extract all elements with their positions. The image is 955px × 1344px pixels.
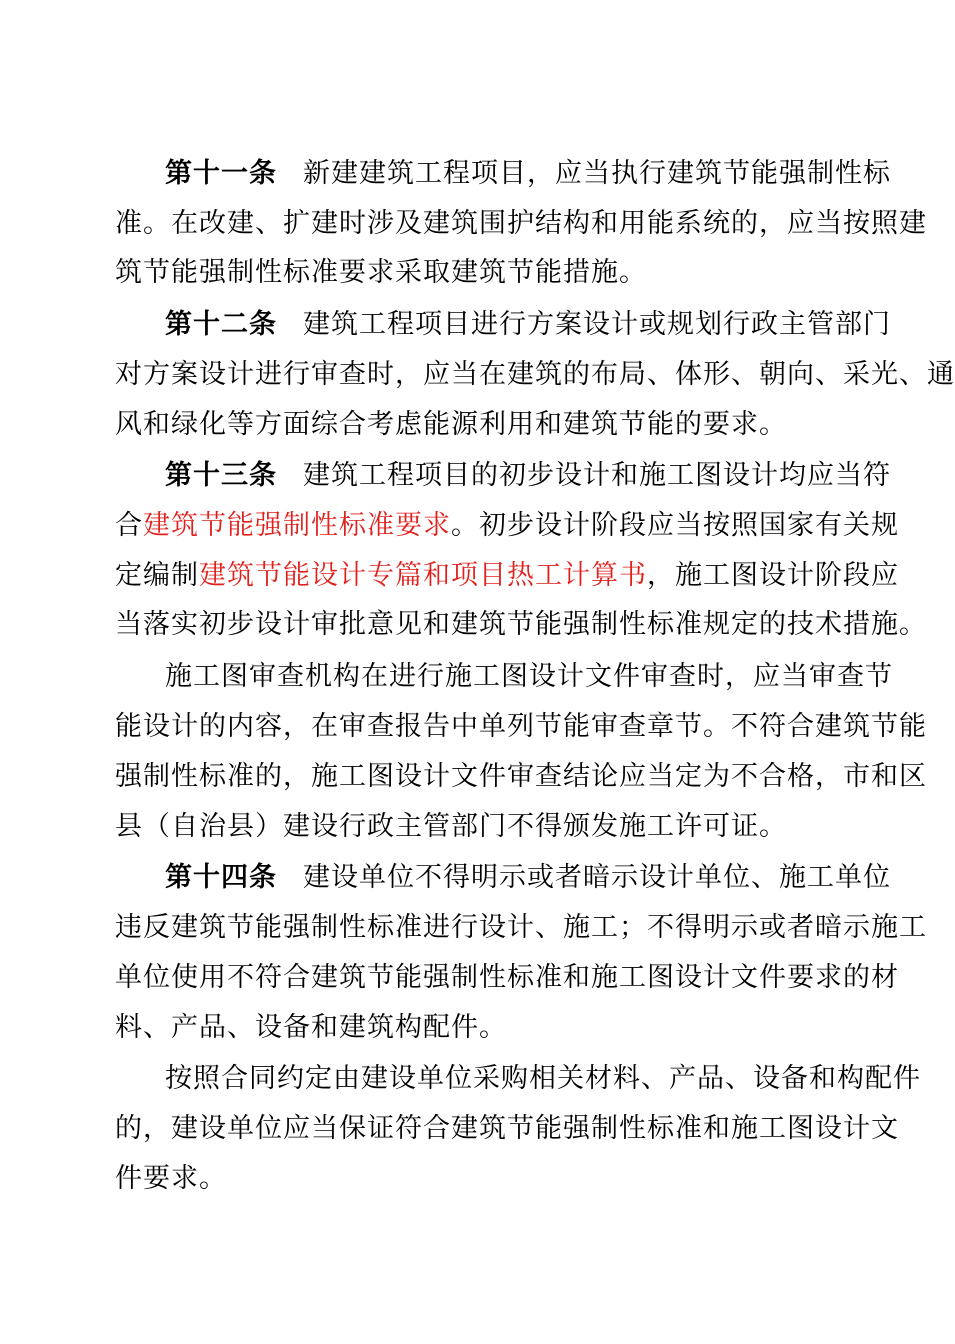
review-line-3: 强制性标准的，施工图设计文件审查结论应当定为不合格，市和区	[115, 761, 927, 792]
article-14-text-1: 建设单位不得明示或者暗示设计单位、施工单位	[303, 862, 891, 893]
article-14-line-3: 单位使用不符合建筑节能强制性标准和施工图设计文件要求的材	[115, 962, 899, 993]
review-line-4: 县（自治县）建设行政主管部门不得颁发施工许可证。	[115, 811, 787, 842]
article-12-number: 第十二条	[165, 309, 277, 340]
article-11-line-2: 准。在改建、扩建时涉及建筑围护结构和用能系统的，应当按照建	[115, 208, 927, 239]
article-13-line-4: 当落实初步设计审批意见和建筑节能强制性标准规定的技术措施。	[115, 609, 927, 640]
article-11-number: 第十一条	[165, 158, 277, 189]
article-12-line-3: 风和绿化等方面综合考虑能源利用和建筑节能的要求。	[115, 409, 787, 440]
article-13-line-2	[115, 504, 899, 548]
article-11-text-1: 新建建筑工程项目，应当执行建筑节能强制性标	[303, 158, 891, 189]
highlighted-standard-requirement: 建筑节能强制性标准要求	[143, 510, 451, 541]
article-13-text-2a: 合	[115, 510, 143, 541]
contract-line-2: 的，建设单位应当保证符合建筑节能强制性标准和施工图设计文	[115, 1113, 899, 1144]
contract-line-1: 按照合同约定由建设单位采购相关材料、产品、设备和构配件	[165, 1063, 921, 1094]
article-14-line-1	[165, 856, 891, 900]
article-13-text-1: 建筑工程项目的初步设计和施工图设计均应当符	[303, 460, 891, 491]
article-13-number: 第十三条	[165, 460, 277, 491]
review-line-1: 施工图审查机构在进行施工图设计文件审查时，应当审查节	[165, 661, 893, 692]
review-line-2: 能设计的内容，在审查报告中单列节能审查章节。不符合建筑节能	[115, 711, 927, 742]
article-12-line-1	[165, 303, 891, 347]
article-12-text-1: 建筑工程项目进行方案设计或规划行政主管部门	[303, 309, 891, 340]
article-12-line-2: 对方案设计进行审查时，应当在建筑的布局、体形、朝向、采光、通	[115, 359, 955, 390]
article-11-line-1	[165, 152, 891, 196]
article-14-line-2: 违反建筑节能强制性标准进行设计、施工；不得明示或者暗示施工	[115, 912, 927, 943]
contract-line-3: 件要求。	[115, 1163, 227, 1194]
article-11-line-3: 筑节能强制性标准要求采取建筑节能措施。	[115, 257, 647, 288]
article-14-line-4: 料、产品、设备和建筑构配件。	[115, 1012, 507, 1043]
highlighted-design-chapter: 建筑节能设计专篇和项目热工计算书	[199, 560, 647, 591]
article-13-text-3a: 定编制	[115, 560, 199, 591]
article-13-text-2b: 。初步设计阶段应当按照国家有关规	[451, 510, 899, 541]
article-14-number: 第十四条	[165, 862, 277, 893]
article-13-line-3	[115, 554, 899, 598]
article-13-text-3b: ，施工图设计阶段应	[647, 560, 899, 591]
article-13-line-1	[165, 454, 891, 498]
